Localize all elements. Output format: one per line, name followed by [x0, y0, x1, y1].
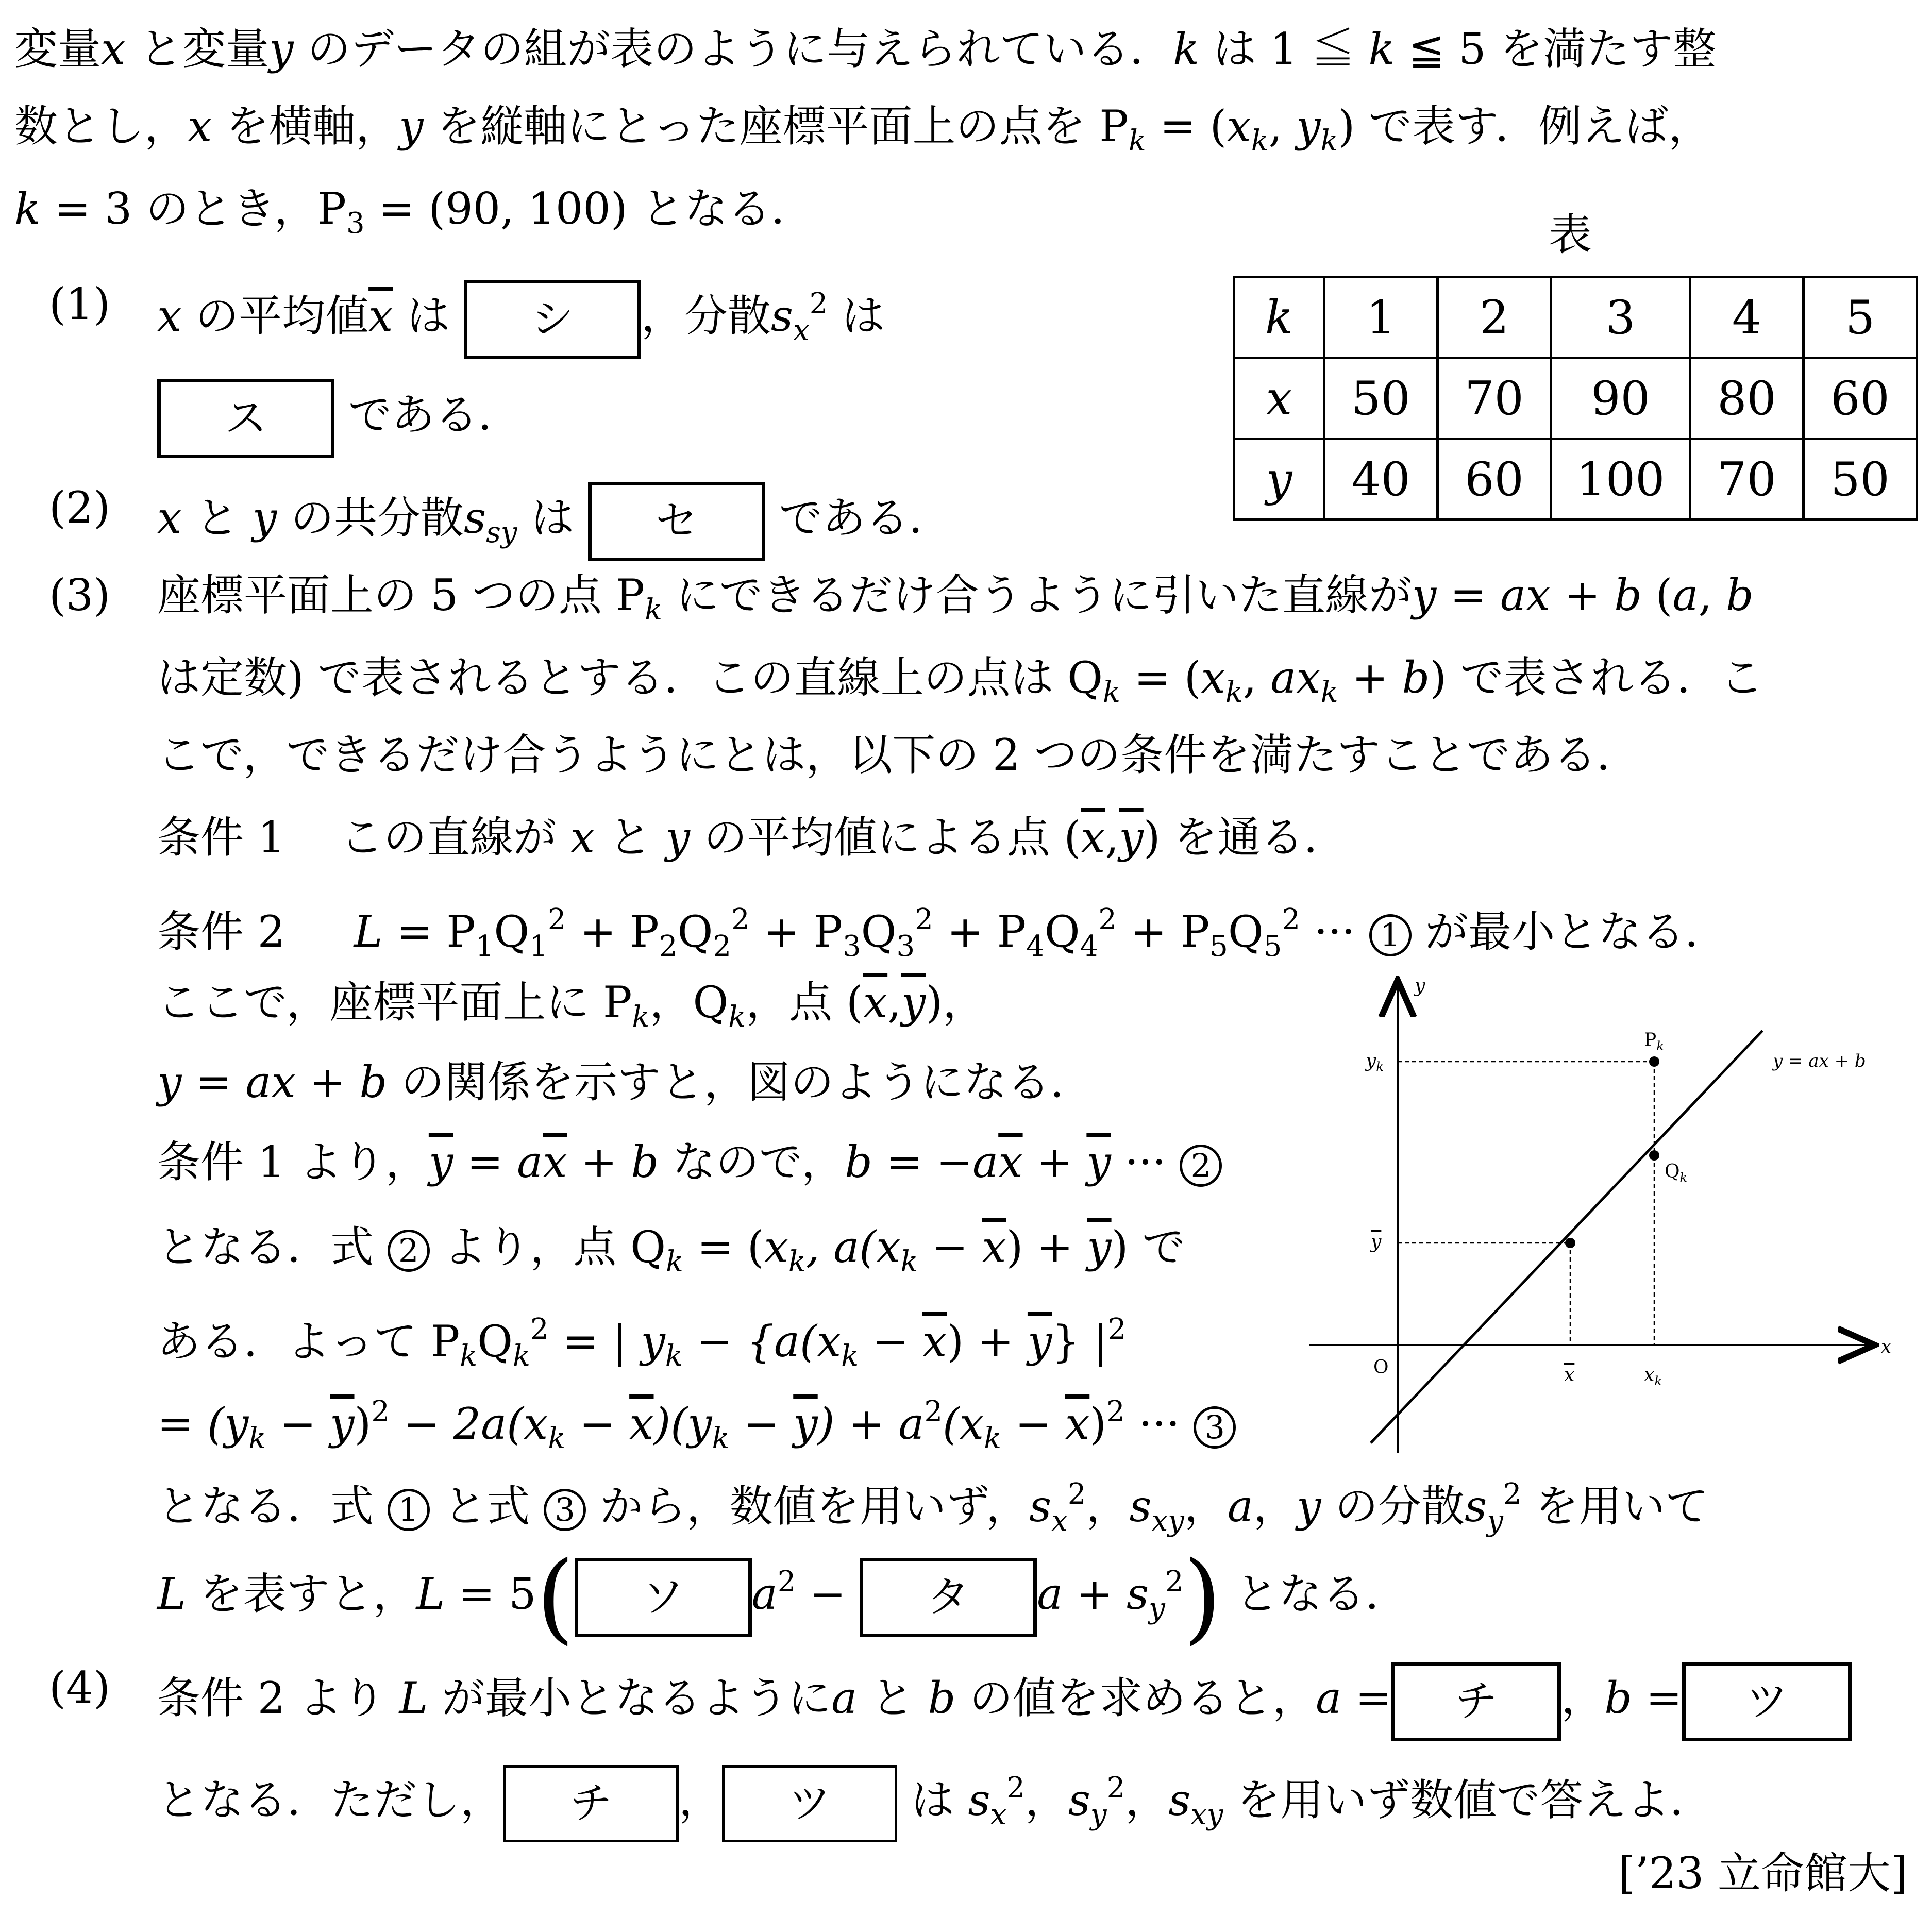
q2-line: x と y の共分散$s_{sy}$ は セ である．	[157, 482, 952, 561]
intro-line-2: 数とし，x を横軸，y を縦軸にとった座標平面上の点を $P_k = (x_k$, $y_k$) で表す．例えば，	[14, 101, 1712, 158]
q3-line-13: L を表すと，L = 5( ソ $a^2$ − タ $a + s_y^2$) となる．	[157, 1540, 1409, 1654]
answer-box-so[interactable]: ソ	[575, 1558, 752, 1637]
q3-line-9: となる．式 2 より，点 $Q_k = (x_k$, $a(x_k - \overline{x}) + \overline{y}$) で	[157, 1222, 1186, 1279]
table-cell: 50	[1324, 358, 1438, 439]
table-row-k	[1234, 277, 1917, 358]
table-cell: 4	[1690, 277, 1804, 358]
q4-line-1: 条件 2 より L が最小となるようにa と b の値を求めると，a = チ ，b = ツ	[157, 1662, 1852, 1741]
q3-line-1: 座標平面上の 5 つの点 $P_k$ にできるだけ合うように引いた直線がy = ax + b (a, b	[157, 570, 1754, 627]
intro-line-3: k = 3 のとき，$P_3 = (90$, 100) となる．	[14, 183, 815, 240]
circled-3: 3	[1194, 1406, 1236, 1449]
circled-2-ref: 2	[388, 1230, 430, 1272]
table-cell: y	[1234, 439, 1324, 520]
x-axis-label: x	[1881, 1336, 1892, 1357]
q2-number: (2)	[49, 482, 110, 533]
q4-line-2: となる．ただし， チ ， ツ は $s_x^2$，$s_y^2$，$s_{xy}$ を用いず数値で答えよ．	[157, 1762, 1713, 1842]
table-cell: 70	[1438, 358, 1551, 439]
answer-box-tsu[interactable]: ツ	[1682, 1662, 1852, 1741]
table-cell: 80	[1690, 358, 1804, 439]
table-cell: 60	[1804, 358, 1917, 439]
circled-1-ref: 1	[388, 1489, 430, 1531]
circled-1: 1	[1369, 914, 1412, 956]
answer-box-su[interactable]: ス	[157, 379, 334, 458]
ybar-label: y	[1371, 1232, 1382, 1253]
table-cell: k	[1234, 277, 1324, 358]
q3-line-6: ここで，座標平面上に $P_k$，$Q_k$，点 $(\overline{x},\overline{y})$，	[157, 977, 986, 1034]
line-label: y = ax + b	[1773, 1051, 1866, 1071]
q1-number: (1)	[49, 279, 110, 329]
yk-label: $y_k$	[1366, 1050, 1384, 1074]
y-axis-label: y	[1415, 976, 1425, 997]
table-cell: 1	[1324, 277, 1438, 358]
table-cell: 60	[1438, 439, 1551, 520]
pk-label: $P_k$	[1644, 1030, 1664, 1053]
q4-number: (4)	[49, 1662, 110, 1713]
regression-figure	[1299, 969, 1917, 1464]
table-row-y	[1234, 439, 1917, 520]
q3-number: (3)	[49, 570, 110, 620]
q3-line-11: = $(y_k - \overline{y})^2 - 2a(x_k - \overline{x})(y_k - \overline{y}) + a^2(x_k - \overline{x})^2$ ··· 3	[157, 1386, 1236, 1465]
q3-condition-2: 条件 2 $L = P_1Q_1^2 + P_2Q_2^2 + P_3Q_3^2 + P_4Q_4^2 + P_5Q_5^2$ ··· 1 が最小となる．	[157, 903, 1728, 963]
table-cell: x	[1234, 358, 1324, 439]
q1-line-1: x の平均値$\overline{x}$ は シ ，分散$s_x^2$ は	[157, 278, 885, 359]
q3-line-7: y = ax + b の関係を示すと，図のようになる．	[157, 1057, 1094, 1107]
table-cell: 70	[1690, 439, 1804, 520]
q3-condition-1: 条件 1 この直線が x と y の平均値による点 $(\overline{x},\overline{y})$ を通る．	[157, 812, 1348, 863]
answer-box-shi[interactable]: シ	[464, 280, 641, 359]
qk-label: $Q_k$	[1665, 1161, 1688, 1185]
table-title: 表	[1549, 209, 1592, 260]
table-cell: 50	[1804, 439, 1917, 520]
origin-label: O	[1373, 1357, 1389, 1378]
circled-3-ref: 3	[544, 1489, 586, 1531]
table-cell: 100	[1551, 439, 1690, 520]
q3-line-12: となる．式 1 と式 3 から，数値を用いず，$s_x^2$，$s_{xy}$，a，y の分散$s_y^2$ を用いて	[157, 1477, 1709, 1538]
table-cell: 40	[1324, 439, 1438, 520]
table-cell: 90	[1551, 358, 1690, 439]
table-row-x	[1234, 358, 1917, 439]
q3-line-3: こで，できるだけ合うようにとは，以下の 2 つの条件を満たすことである．	[157, 730, 1640, 780]
source-citation: [’23 立命館大]	[1618, 1848, 1908, 1898]
answer-box-se[interactable]: セ	[588, 482, 765, 561]
ref-box-tsu: ツ	[722, 1765, 897, 1842]
intro-line-1: 変量x と変量y のデータの組が表のように与えられている．k は 1 ≦ k ≦ 5 を満たす整	[14, 24, 1717, 74]
table-cell: 5	[1804, 277, 1917, 358]
xbar-label: x	[1564, 1365, 1575, 1386]
q3-line-2: は定数) で表されるとする．この直線上の点は $Q_k = (x_k$, $ax_k + b$) で表される．こ	[157, 652, 1763, 709]
data-table	[1233, 276, 1918, 521]
table-cell: 2	[1438, 277, 1551, 358]
point-pk	[1649, 1056, 1659, 1067]
xk-label: $x_k$	[1644, 1365, 1662, 1388]
circled-2: 2	[1180, 1145, 1222, 1187]
q3-line-8: 条件 1 より，$\overline{y} = a\overline{x} + b$ なので，$b = -a\overline{x} + \overline{y}$ ··· 2	[157, 1136, 1222, 1188]
ref-box-chi: チ	[503, 1765, 679, 1842]
answer-box-ta[interactable]: タ	[860, 1558, 1037, 1637]
q3-line-10: ある．よって $P_kQ_k^2$ = | $y_k - \{a(x_k - \overline{x}) + \overline{y}\}$ $|^2$	[157, 1313, 1127, 1373]
point-qk	[1649, 1150, 1659, 1161]
q1-line-2: ス である．	[157, 379, 522, 458]
point-mean	[1565, 1238, 1575, 1248]
table-cell: 3	[1551, 277, 1690, 358]
answer-box-chi[interactable]: チ	[1391, 1662, 1561, 1741]
